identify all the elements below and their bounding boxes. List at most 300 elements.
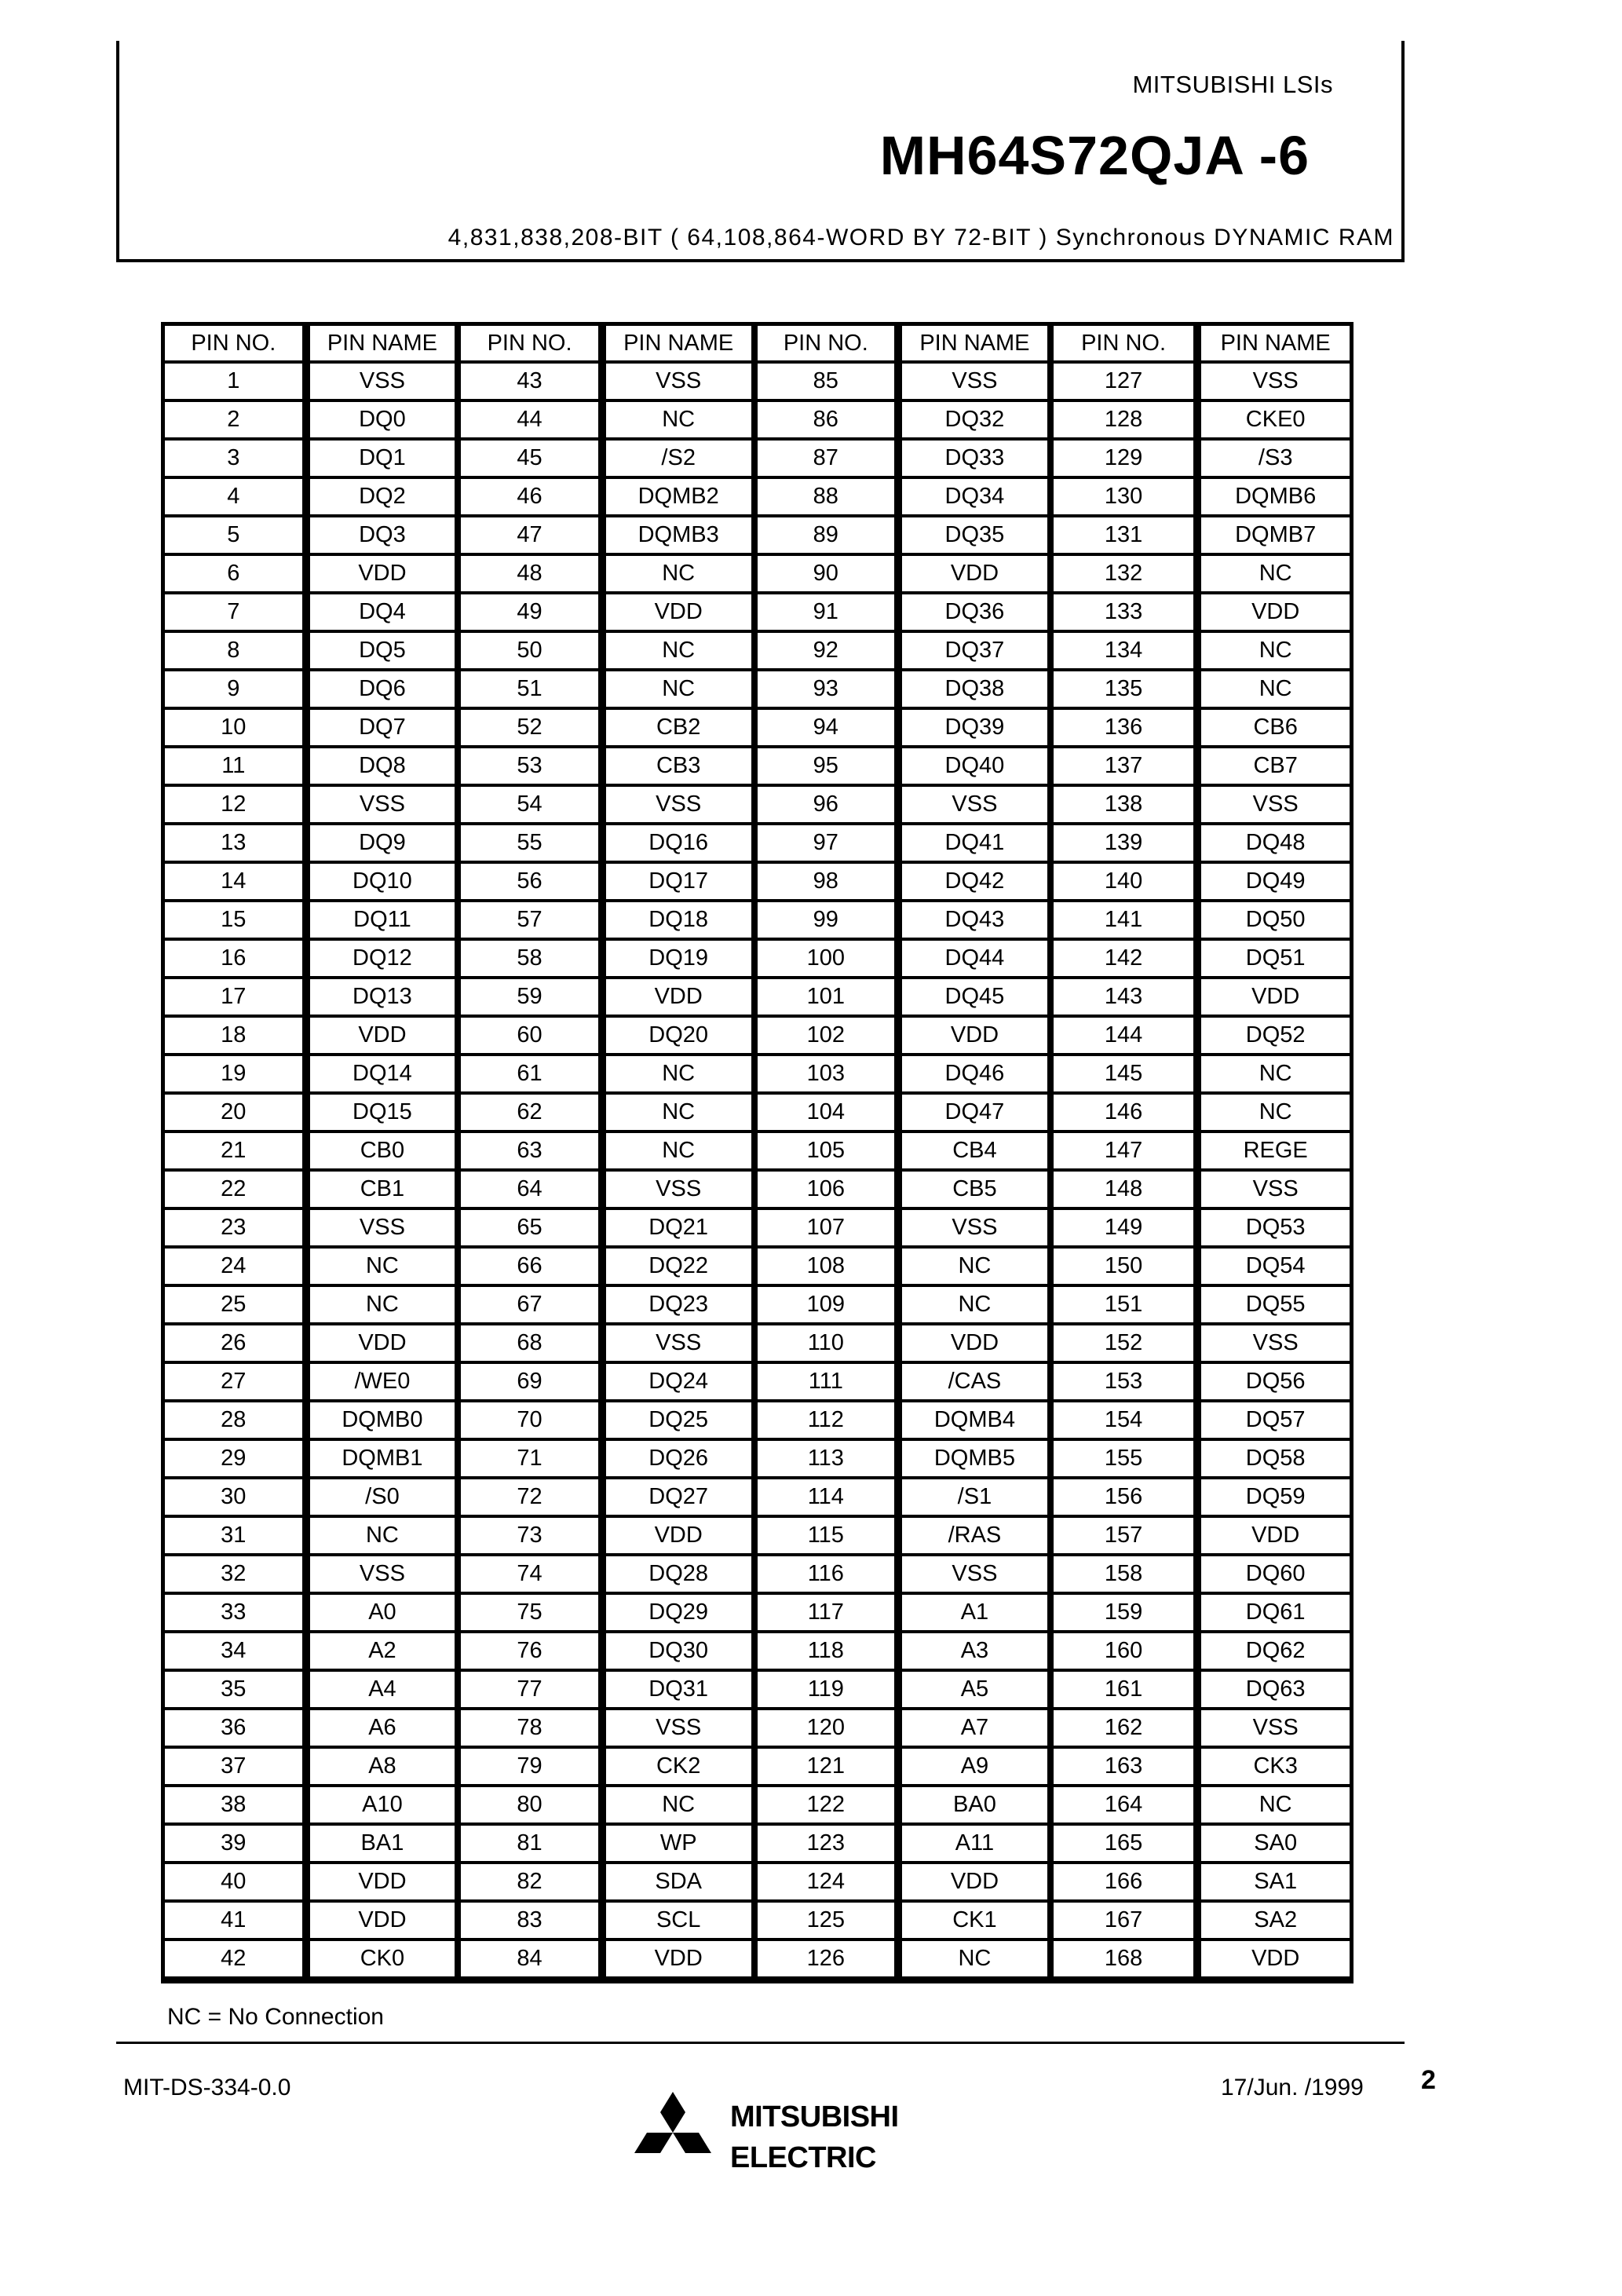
pin-number-cell: 99 [758,902,903,941]
pin-number-cell: 79 [461,1749,606,1787]
pin-no-header: PIN NO. [165,326,310,364]
pin-number-cell: 117 [758,1595,903,1633]
table-row [758,1479,1047,1518]
pin-number-cell: 126 [758,1941,903,1980]
table-row [165,1249,455,1287]
table-row [461,556,751,594]
pin-number-cell: 66 [461,1249,606,1287]
table-row [1054,1787,1350,1826]
pin-name-cell: A11 [902,1826,1047,1864]
pin-number-cell: 36 [165,1710,310,1749]
pin-number-cell: 77 [461,1672,606,1710]
pin-number-cell: 150 [1054,1249,1202,1287]
pin-name-cell: VDD [606,594,751,633]
pin-name-cell: DQ60 [1201,1556,1350,1595]
pin-name-cell: CB7 [1201,748,1350,787]
pin-number-cell: 159 [1054,1595,1202,1633]
pin-number-cell: 158 [1054,1556,1202,1595]
pin-number-cell: 32 [165,1556,310,1595]
table-row [461,1441,751,1479]
pin-number-cell: 41 [165,1903,310,1941]
pin-number-cell: 6 [165,556,310,594]
pin-number-cell: 107 [758,1210,903,1249]
pin-name-cell: NC [310,1287,455,1325]
table-row [165,1595,455,1633]
pin-name-cell: DQ1 [310,441,455,479]
pin-name-header: PIN NAME [902,326,1047,364]
pin-number-cell: 68 [461,1325,606,1364]
table-row [1054,1056,1350,1095]
pin-name-cell: /S0 [310,1479,455,1518]
pin-name-cell: DQ16 [606,825,751,864]
table-row [1054,633,1350,671]
pin-number-cell: 139 [1054,825,1202,864]
pin-name-cell: DQ58 [1201,1441,1350,1479]
table-row [1054,1249,1350,1287]
table-row [758,1056,1047,1095]
pin-name-cell: DQ59 [1201,1479,1350,1518]
pin-number-cell: 30 [165,1479,310,1518]
pin-group-3 [758,326,1054,1980]
pin-number-cell: 21 [165,1133,310,1172]
pin-number-cell: 162 [1054,1710,1202,1749]
pin-name-cell: A2 [310,1633,455,1672]
table-row [461,787,751,825]
pin-name-cell: DQ31 [606,1672,751,1710]
pin-number-cell: 47 [461,517,606,556]
pin-number-cell: 60 [461,1018,606,1056]
pin-number-cell: 25 [165,1287,310,1325]
pin-name-cell: DQ32 [902,402,1047,441]
pin-name-cell: NC [606,1787,751,1826]
pin-number-cell: 135 [1054,671,1202,710]
table-row [165,594,455,633]
pin-number-cell: 120 [758,1710,903,1749]
pin-name-cell: DQMB7 [1201,517,1350,556]
pin-number-cell: 88 [758,479,903,517]
pin-number-cell: 24 [165,1249,310,1287]
logo-line-2: ELECTRIC [730,2141,876,2174]
pin-number-cell: 138 [1054,787,1202,825]
pin-name-cell: VSS [1201,1172,1350,1210]
pin-name-cell: DQ7 [310,710,455,748]
table-row [758,1518,1047,1556]
pin-number-cell: 26 [165,1325,310,1364]
table-row [461,1941,751,1980]
table-row [758,710,1047,748]
pin-name-cell: DQ30 [606,1633,751,1672]
pin-name-cell: VSS [310,364,455,402]
pin-number-cell: 119 [758,1672,903,1710]
pin-name-cell: NC [1201,671,1350,710]
pin-group-2 [461,326,757,1980]
table-row [1054,1633,1350,1672]
pin-number-cell: 10 [165,710,310,748]
pin-name-cell: DQ53 [1201,1210,1350,1249]
pin-name-cell: DQ26 [606,1441,751,1479]
pin-number-cell: 38 [165,1787,310,1826]
pin-name-cell: DQ29 [606,1595,751,1633]
pin-name-cell: VDD [310,1325,455,1364]
table-row [758,1903,1047,1941]
pin-number-cell: 100 [758,941,903,979]
table-row [1054,594,1350,633]
pin-name-cell: CB3 [606,748,751,787]
pin-name-cell: VSS [1201,364,1350,402]
pin-name-cell: DQ48 [1201,825,1350,864]
pin-name-cell: NC [902,1941,1047,1980]
pin-number-cell: 145 [1054,1056,1202,1095]
pin-number-cell: 128 [1054,402,1202,441]
pin-name-cell: NC [606,1133,751,1172]
pin-name-cell: CK1 [902,1903,1047,1941]
pin-number-cell: 5 [165,517,310,556]
pin-name-cell: DQ40 [902,748,1047,787]
pin-number-cell: 81 [461,1826,606,1864]
pin-number-cell: 143 [1054,979,1202,1018]
table-row [758,594,1047,633]
pin-name-cell: DQ41 [902,825,1047,864]
table-row [1054,710,1350,748]
pin-number-cell: 55 [461,825,606,864]
table-row [758,1826,1047,1864]
pin-number-cell: 114 [758,1479,903,1518]
table-row [758,825,1047,864]
table-row [1054,1710,1350,1749]
pin-number-cell: 93 [758,671,903,710]
table-row [165,633,455,671]
pin-name-cell: VDD [902,1018,1047,1056]
pin-number-cell: 56 [461,864,606,902]
pin-number-cell: 62 [461,1095,606,1133]
pin-name-cell: DQ54 [1201,1249,1350,1287]
pin-name-cell: VSS [310,787,455,825]
table-row [461,1402,751,1441]
table-row [461,1325,751,1364]
page-number: 2 [1421,2065,1436,2095]
pin-number-cell: 57 [461,902,606,941]
table-row [461,1864,751,1903]
pin-number-cell: 40 [165,1864,310,1903]
table-row [165,1826,455,1864]
table-row [758,1133,1047,1172]
table-row [461,1787,751,1826]
table-row [758,671,1047,710]
pin-number-cell: 46 [461,479,606,517]
pin-name-cell: A4 [310,1672,455,1710]
pin-name-cell: DQ36 [902,594,1047,633]
pin-name-cell: VDD [902,556,1047,594]
pin-name-header: PIN NAME [1201,326,1350,364]
pin-name-cell: VDD [310,1864,455,1903]
pin-number-cell: 71 [461,1441,606,1479]
table-row [758,1749,1047,1787]
pin-name-cell: DQ56 [1201,1364,1350,1402]
pin-number-cell: 9 [165,671,310,710]
pin-number-cell: 72 [461,1479,606,1518]
pin-number-cell: 53 [461,748,606,787]
table-row [461,1595,751,1633]
pin-name-cell: DQ11 [310,902,455,941]
pin-name-cell: NC [902,1287,1047,1325]
pin-number-cell: 74 [461,1556,606,1595]
table-row [758,479,1047,517]
pin-number-cell: 82 [461,1864,606,1903]
table-row [165,479,455,517]
logo-line-1: MITSUBISHI [730,2100,899,2133]
pin-name-cell: CB2 [606,710,751,748]
table-row [758,864,1047,902]
pin-name-cell: DQ38 [902,671,1047,710]
pin-name-cell: VDD [310,556,455,594]
pin-name-cell: CK0 [310,1941,455,1980]
pin-name-cell: DQ19 [606,941,751,979]
pin-number-cell: 12 [165,787,310,825]
table-row [1054,825,1350,864]
pin-name-cell: /S3 [1201,441,1350,479]
pin-number-cell: 31 [165,1518,310,1556]
pin-name-cell: DQ57 [1201,1402,1350,1441]
table-row [461,941,751,979]
pin-name-cell: DQ42 [902,864,1047,902]
pin-number-cell: 94 [758,710,903,748]
header-bottom-rule [116,259,1405,262]
pin-group-1 [165,326,461,1980]
pin-number-cell: 154 [1054,1402,1202,1441]
pin-name-cell: CK2 [606,1749,751,1787]
pin-number-cell: 155 [1054,1441,1202,1479]
pin-name-cell: DQ39 [902,710,1047,748]
pin-number-cell: 118 [758,1633,903,1672]
pin-number-cell: 96 [758,787,903,825]
table-row [1054,941,1350,979]
pin-number-cell: 136 [1054,710,1202,748]
pin-name-cell: /S2 [606,441,751,479]
table-row [758,1249,1047,1287]
pin-number-cell: 95 [758,748,903,787]
table-row [1054,787,1350,825]
table-row [165,748,455,787]
pin-number-cell: 105 [758,1133,903,1172]
pin-name-cell: VSS [902,1210,1047,1249]
pin-number-cell: 23 [165,1210,310,1249]
table-row [461,1633,751,1672]
pin-number-cell: 123 [758,1826,903,1864]
pin-name-cell: VDD [606,1941,751,1980]
pin-group-table [461,326,751,1980]
table-row [165,1710,455,1749]
table-row [165,1941,455,1980]
table-row [1054,1941,1350,1980]
nc-note: NC = No Connection [167,2004,384,2030]
pin-name-cell: VSS [1201,1710,1350,1749]
pin-number-cell: 87 [758,441,903,479]
pin-name-cell: DQ51 [1201,941,1350,979]
table-row [165,1479,455,1518]
pin-name-cell: CB4 [902,1133,1047,1172]
pin-number-cell: 167 [1054,1903,1202,1941]
pin-name-cell: VSS [310,1210,455,1249]
pin-number-cell: 17 [165,979,310,1018]
pin-number-cell: 163 [1054,1749,1202,1787]
pin-name-cell: CB6 [1201,710,1350,748]
pin-name-cell: DQ6 [310,671,455,710]
pin-name-cell: DQ17 [606,864,751,902]
table-row [165,1633,455,1672]
table-row [758,748,1047,787]
pin-name-cell: NC [606,402,751,441]
pin-number-cell: 108 [758,1249,903,1287]
table-row [1054,1479,1350,1518]
pin-name-cell: DQ5 [310,633,455,671]
pin-name-cell: VDD [1201,1518,1350,1556]
pin-number-cell: 168 [1054,1941,1202,1980]
pin-number-cell: 151 [1054,1287,1202,1325]
pin-name-cell: VSS [606,364,751,402]
pin-number-cell: 144 [1054,1018,1202,1056]
pin-number-cell: 20 [165,1095,310,1133]
table-row [1054,556,1350,594]
pin-name-cell: VDD [606,979,751,1018]
pin-name-cell: DQMB6 [1201,479,1350,517]
pin-number-cell: 164 [1054,1787,1202,1826]
pin-number-cell: 160 [1054,1633,1202,1672]
pin-name-cell: DQ3 [310,517,455,556]
pin-name-cell: DQ34 [902,479,1047,517]
pin-name-cell: BA0 [902,1787,1047,1826]
pin-name-cell: DQ13 [310,979,455,1018]
pin-name-cell: VSS [902,787,1047,825]
table-row [758,1595,1047,1633]
pin-number-cell: 129 [1054,441,1202,479]
pin-name-cell: VSS [606,1325,751,1364]
pin-number-cell: 67 [461,1287,606,1325]
pin-name-cell: A10 [310,1787,455,1826]
pin-name-cell: DQ22 [606,1249,751,1287]
document-date: 17/Jun. /1999 [1221,2075,1364,2100]
table-row [461,864,751,902]
pin-assignment-table [161,322,1353,1983]
table-row [165,1402,455,1441]
pin-name-cell: DQ43 [902,902,1047,941]
pin-name-cell: SDA [606,1864,751,1903]
pin-name-cell: NC [606,556,751,594]
table-row [165,671,455,710]
pin-number-cell: 49 [461,594,606,633]
table-row [165,1903,455,1941]
pin-number-cell: 121 [758,1749,903,1787]
pin-name-cell: /CAS [902,1364,1047,1402]
table-row [758,364,1047,402]
pin-number-cell: 161 [1054,1672,1202,1710]
table-row [758,1941,1047,1980]
pin-number-cell: 61 [461,1056,606,1095]
table-row [165,441,455,479]
pin-number-cell: 132 [1054,556,1202,594]
pin-name-cell: CKE0 [1201,402,1350,441]
pin-number-cell: 148 [1054,1172,1202,1210]
table-row [165,941,455,979]
table-row [1054,1210,1350,1249]
pin-number-cell: 140 [1054,864,1202,902]
table-row [461,1710,751,1749]
pin-number-cell: 153 [1054,1364,1202,1402]
pin-name-cell: DQ47 [902,1095,1047,1133]
pin-name-cell: A5 [902,1672,1047,1710]
pin-name-cell: DQ45 [902,979,1047,1018]
header-right-rule [1401,41,1405,262]
pin-name-cell: DQ12 [310,941,455,979]
table-row [758,902,1047,941]
pin-name-cell: DQ52 [1201,1018,1350,1056]
pin-name-cell: VSS [606,1172,751,1210]
table-row [461,594,751,633]
table-row [1054,902,1350,941]
pin-name-cell: A7 [902,1710,1047,1749]
pin-number-cell: 78 [461,1710,606,1749]
pin-number-cell: 141 [1054,902,1202,941]
table-row [758,402,1047,441]
pin-number-cell: 69 [461,1364,606,1402]
pin-number-cell: 42 [165,1941,310,1980]
table-row [461,479,751,517]
pin-name-cell: DQ4 [310,594,455,633]
pin-number-cell: 52 [461,710,606,748]
pin-name-cell: DQ10 [310,864,455,902]
pin-number-cell: 102 [758,1018,903,1056]
pin-name-cell: NC [310,1249,455,1287]
pin-name-cell: CB0 [310,1133,455,1172]
pin-name-cell: DQ46 [902,1056,1047,1095]
table-row [1054,1595,1350,1633]
pin-number-cell: 89 [758,517,903,556]
table-row [1054,479,1350,517]
pin-number-cell: 106 [758,1172,903,1210]
pin-name-cell: VSS [1201,787,1350,825]
pin-name-cell: VDD [1201,979,1350,1018]
pin-name-cell: DQ50 [1201,902,1350,941]
table-row [461,1133,751,1172]
table-row [758,1710,1047,1749]
table-row [1054,864,1350,902]
pin-number-cell: 11 [165,748,310,787]
pin-name-cell: VDD [1201,594,1350,633]
table-row [1054,402,1350,441]
table-row [461,517,751,556]
pin-no-header: PIN NO. [758,326,903,364]
table-row [758,1210,1047,1249]
table-row [1054,1903,1350,1941]
table-row [461,979,751,1018]
pin-number-cell: 166 [1054,1864,1202,1903]
table-row [165,1556,455,1595]
table-row [165,402,455,441]
table-row [461,1018,751,1056]
table-row [165,1095,455,1133]
pin-number-cell: 39 [165,1826,310,1864]
part-number-title: MH64S72QJA -6 [879,125,1310,186]
pin-name-cell: VDD [310,1903,455,1941]
pin-name-cell: A9 [902,1749,1047,1787]
table-row [461,1672,751,1710]
pin-number-cell: 64 [461,1172,606,1210]
pin-name-cell: A3 [902,1633,1047,1672]
table-row [1054,1402,1350,1441]
pin-name-cell: A8 [310,1749,455,1787]
pin-number-cell: 7 [165,594,310,633]
pin-name-cell: A0 [310,1595,455,1633]
pin-name-cell: /RAS [902,1518,1047,1556]
